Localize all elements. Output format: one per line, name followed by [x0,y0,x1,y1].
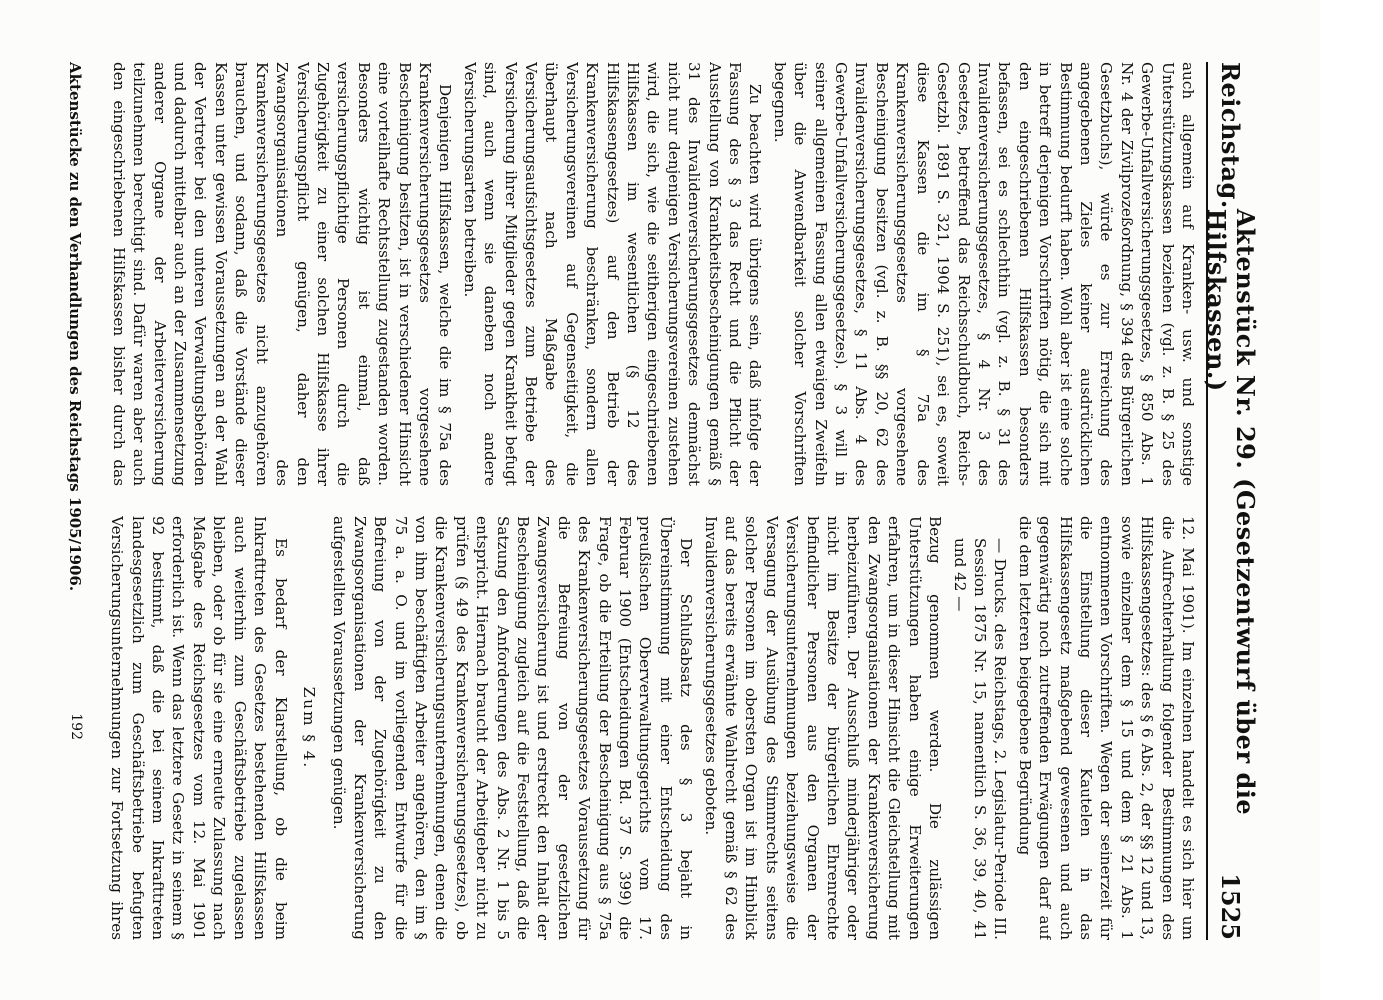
right-paragraph-4: Es bedarf der Klarstellung, ob die beim Inkrafttreten des Gesetzes bestehenden Hilfskassen auch weiterhin zum Geschäftsbetriebe zugelassen bleiben, oder ob für sie eine erneute Zulassung nach Maßgabe des Reichsgesetzes vom 12. Mai 1901 erforderlich ist. Wenn das letztere Gesetz in seinem § 92 bestimmt, daß die bei seinem Inkrafttreten landesgesetzlich zum Geschäftsbetriebe befugten Versicherungsunternehmungen zur Fortsetzung ihres [108,516,290,940]
page-header [1202,62,1260,940]
section-heading: Zum § 4. [299,686,318,770]
header-title: Aktenstück Nr. 29. (Gesetzentwurf über die Hilfskassen.) [1202,208,1260,816]
footer-page-mark: 192 [68,713,84,740]
right-reference-note: — Drucks. des Reichstags, 2. Legislatur-Periode III. Session 1875 Nr. 15, namentlich S. 36, 39, 40, 41 und 42 — [950,538,1010,940]
footer-source: Aktenstücke zu den Verhandlungen des Reichstags 1905/1906. [66,62,84,592]
page-number: 1525 [1216,873,1246,940]
right-paragraph-1: 12. Mai 1901). Im einzelnen handelt es sich hier um die Aufrechterhaltung folgender Bestimmungen des Hilfskassengesetzes: des § 6 Abs. 2, der §§ 12 und 13, sowie einzelner dem § 15 und dem § 21 Abs. 1 entnommenen Vorschriften. Wegen der seinerzeit für die Einstellung dieser Kautelen in das Hilfskassengesetz maßgebend gewesenen und auch gegenwärtig noch zutreffenden Erwägungen darf auf die dem letzteren beigegebene Begründung [1015,516,1197,940]
left-column [108,62,1198,486]
left-paragraph-1: auch allgemein auf Kranken- usw. und sonstige Unterstützungskassen beziehen (vgl. z. B. § 25 des Gewerbe-Unfallversicherungsgesetzes, § 850 Abs. 1 Nr. 4 der Zivilprozeßordnung, § 394 des Bürgerlichen Gesetzbuchs), würde es zur Erreichung des angegebenen Zieles keiner ausdrücklichen Bestimmung bedurft haben. Wohl aber ist eine solche in betreff derjenigen Vorschriften nötig, die sich mit den eingeschriebenen Hilfskassen besonders befassen, sei es schlechthin (vgl. z. B. § 31 des Invalidenversicherungsgesetzes, § 4 Nr. 3 des Gesetzes, betreffend das Reichsschuldbuch, Reichs-Gesetzbl. 1891 S. 321, 1904 S. 251), sei es, soweit diese Kassen die im § 75a des Krankenversicherungsgesetzes vorgesehene Bescheinigung besitzen (vgl. z. B. §§ 20, 62 des Invalidenversicherungsgesetzes, § 11 Abs. 4 des Gewerbe-Unfallversicherungsgesetzes). § 3 will in seiner allgemeinen Fassung allen etwaigen Zweifeln über die Anwendbarkeit solcher Vorschriften begegnen. [770,62,1197,486]
left-paragraph-2: Zu beachten wird übrigens sein, daß infolge der Fassung des § 3 das Recht und die Pflicht der Ausstellung von Krankheitsbescheinigungen gemäß § 31 des Invalidenversicherungsgesetzes demnächst nicht nur denjenigen Versicherungsvereinen zustehen wird, die sich, wie die seitherigen eingeschriebenen Hilfskassen im wesentlichen (§ 12 des Hilfskassengesetzes) auf den Betrieb der Krankenversicherung beschränken, sondern allen Versicherungsvereinen auf Gegenseitigkeit, die überhaupt nach Maßgabe des Versicherungsaufsichtsgesetzes zum Betriebe der Versicherung ihrer Mitglieder gegen Krankheit befugt sind, auch wenn sie daneben noch andere Versicherungsarten betreiben. [460,62,765,486]
text-columns [108,62,1198,940]
right-column [108,516,1198,940]
right-paragraph-2: Bezug genommen werden. Die zulässigen Unterstützungen haben einige Erweiterungen erfahren, um in dieser Hinsicht die Gleichstellung mit den Zwangsorganisationen der Krankenversicherung herbeizuführen. Der Ausschluß minderjähriger oder nicht im Besitze der bürgerlichen Ehrenrechte befindlicher Personen aus den Organen der Versicherungsunternehmungen beziehungsweise die Versagung der Ausübung des Stimmrechts seitens solcher Personen im obersten Organ ist im Hinblick auf das bereits erwähnte Wahlrecht gemäß § 62 des Invalidenversicherungsgesetzes geboten. [701,516,945,940]
left-paragraph-3: Denjenigen Hilfskassen, welche die im § 75a des Krankenversicherungsgesetzes vorgesehene Bescheinigung besitzen, ist in verschiedener Hinsicht eine vorteilhafte Rechtsstellung zugestanden worden. Besonders wichtig ist einmal, daß versicherungspflichtige Personen durch die Zugehörigkeit zu einer solchen Hilfskasse ihrer Versicherungspflicht genügen, daher den Zwangsorganisationen des Krankenversicherungsgesetzes nicht anzugehören brauchen, und sodann, daß die Vorstände dieser Kassen unter gewissen Voraussetzungen an der Wahl der Vertreter bei den unteren Verwaltungsbehörden und dadurch mittelbar auch an der Zusammensetzung anderer Organe der Arbeiterversicherung teilzunehmen berechtigt sind. Dafür waren aber auch den eingeschriebenen Hilfskassen bisher durch das [109,62,455,486]
right-paragraph-3: Der Schlußabsatz des § 3 bejaht in Übereinstimmung mit einer Entscheidung des preußischen Oberverwaltungsgerichts vom 17. Februar 1900 (Entscheidungen Bd. 37 S. 399) die Frage, ob die Erteilung der Bescheinigung aus § 75a des Krankenversicherungsgesetzes Voraussetzung für die Befreiung von der gesetzlichen Zwangsversicherung ist und erstreckt den Inhalt der Bescheinigung zugleich auf die Feststellung, daß die Satzung den Anforderungen des Abs. 2 Nr. 1 bis 5 entspricht. Hiernach braucht der Arbeitgeber nicht zu prüfen (§ 49 des Krankenversicherungsgesetzes), ob die Krankenversicherungsunternehmungen, denen die von ihm beschäftigten Arbeiter angehören, den im § 75 a. a. O. und im vorliegenden Entwurfe für die Befreiung von der Zugehörigkeit zu den Zwangsorganisationen der Krankenversicherung aufgestellten Voraussetzungen genügen. [330,516,696,940]
header-reichstag: Reichstag. [1216,62,1246,209]
